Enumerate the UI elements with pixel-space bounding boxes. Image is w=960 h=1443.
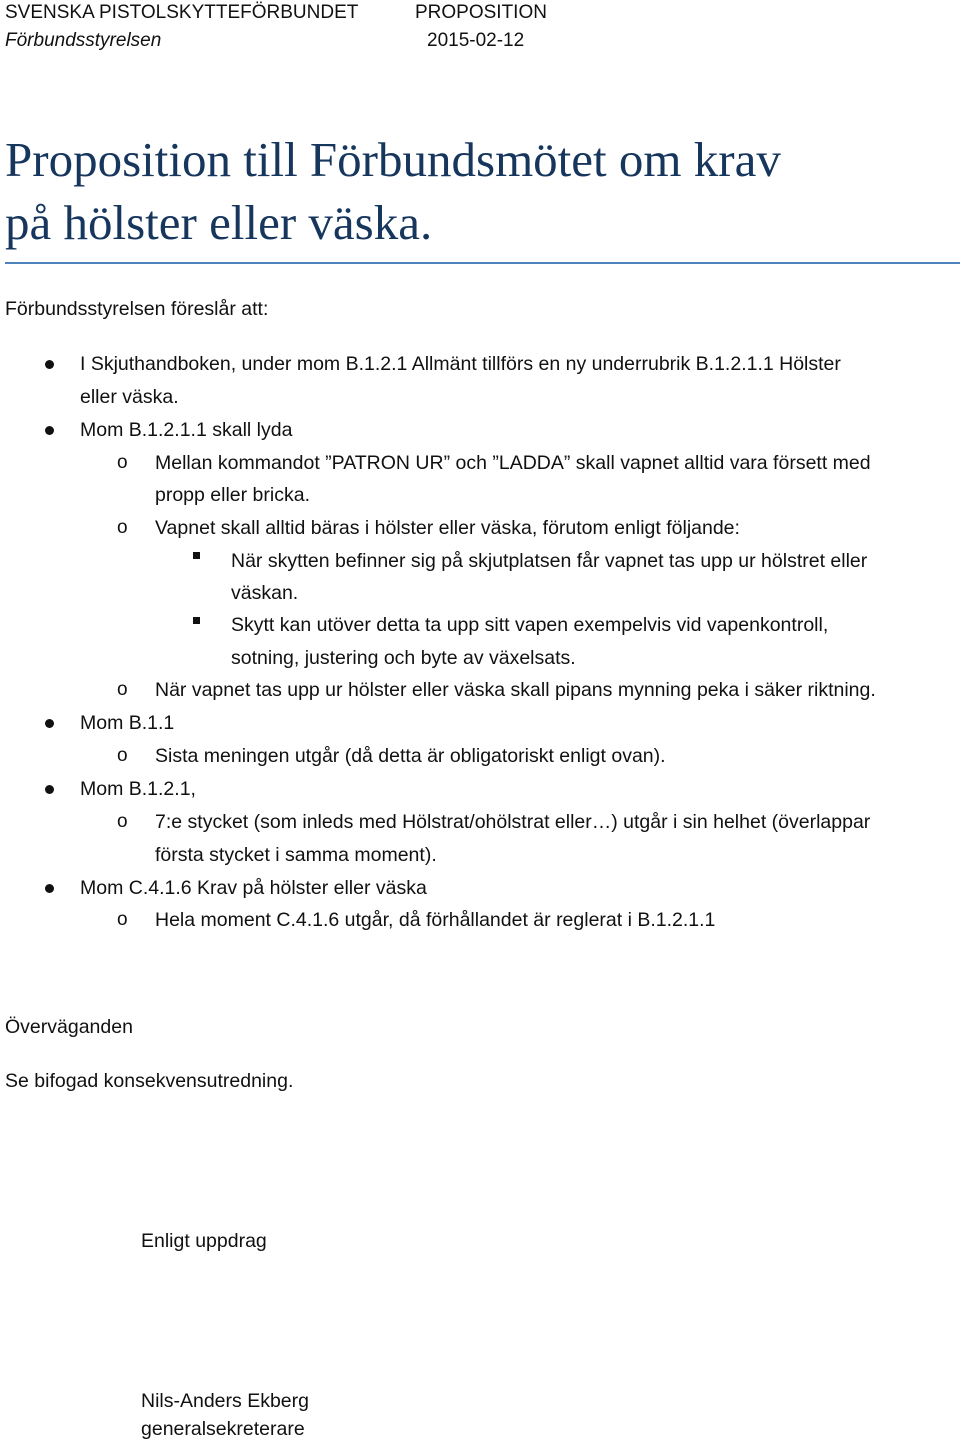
intro-text: Förbundsstyrelsen föreslår att: xyxy=(5,298,269,320)
title-line-2: på hölster eller väska. xyxy=(5,195,433,250)
header-org: SVENSKA PISTOLSKYTTEFÖRBUNDET xyxy=(5,2,359,23)
signature-role: generalsekreterare xyxy=(141,1418,305,1440)
disc-bullet-icon xyxy=(45,785,54,794)
signature-name: Nils-Anders Ekberg xyxy=(141,1390,309,1412)
circle-bullet-icon: o xyxy=(117,909,128,930)
sub-list-item-cont: första stycket i samma moment). xyxy=(155,844,437,866)
header-doc-type: PROPOSITION xyxy=(415,2,547,23)
sub-list-item-cont: propp eller bricka. xyxy=(155,484,310,506)
list-item: I Skjuthandboken, under mom B.1.2.1 Allmänt tillförs en ny underrubrik B.1.2.1.1 Hölster xyxy=(80,353,841,375)
circle-bullet-icon: o xyxy=(117,811,128,832)
list-item-cont: eller väska. xyxy=(80,386,179,408)
sub-list-item: När vapnet tas upp ur hölster eller väska skall pipans mynning peka i säker riktning. xyxy=(155,679,876,701)
sub-list-item: Vapnet skall alltid bäras i hölster eller väska, förutom enligt följande: xyxy=(155,517,740,539)
sub-sub-list-item-cont: sotning, justering och byte av växelsats. xyxy=(231,647,576,669)
title-line-1: Proposition till Förbundsmötet om krav xyxy=(5,132,781,187)
square-bullet-icon xyxy=(193,617,200,624)
list-item: Mom B.1.2.1, xyxy=(80,778,196,800)
sub-list-item: Sista meningen utgår (då detta är obligatoriskt enligt ovan). xyxy=(155,745,666,767)
disc-bullet-icon xyxy=(45,426,54,435)
disc-bullet-icon xyxy=(45,884,54,893)
disc-bullet-icon xyxy=(45,719,54,728)
list-item: Mom C.4.1.6 Krav på hölster eller väska xyxy=(80,877,427,899)
title-divider xyxy=(5,262,960,264)
considerations-heading: Överväganden xyxy=(5,1016,133,1038)
sub-sub-list-item-cont: väskan. xyxy=(231,582,299,604)
sub-sub-list-item: När skytten befinner sig på skjutplatsen får vapnet tas upp ur hölstret eller xyxy=(231,550,868,572)
sub-list-item: Mellan kommandot ”PATRON UR” och ”LADDA” skall vapnet alltid vara försett med xyxy=(155,452,871,474)
list-item: Mom B.1.1 xyxy=(80,712,175,734)
page-title xyxy=(5,128,955,254)
circle-bullet-icon: o xyxy=(117,679,128,700)
sub-list-item: 7:e stycket (som inleds med Hölstrat/ohölstrat eller…) utgår i sin helhet (överlappar xyxy=(155,811,871,833)
sub-list-item: Hela moment C.4.1.6 utgår, då förhållandet är reglerat i B.1.2.1.1 xyxy=(155,909,716,931)
circle-bullet-icon: o xyxy=(117,517,128,538)
square-bullet-icon xyxy=(193,552,200,559)
header-dept: Förbundsstyrelsen xyxy=(5,30,162,51)
sub-sub-list-item: Skytt kan utöver detta ta upp sitt vapen exempelvis vid vapenkontroll, xyxy=(231,614,829,636)
header-date: 2015-02-12 xyxy=(427,30,525,51)
circle-bullet-icon: o xyxy=(117,745,128,766)
signature-on-behalf: Enligt uppdrag xyxy=(141,1230,267,1252)
circle-bullet-icon: o xyxy=(117,452,128,473)
list-item: Mom B.1.2.1.1 skall lyda xyxy=(80,419,293,441)
considerations-text: Se bifogad konsekvensutredning. xyxy=(5,1070,294,1092)
disc-bullet-icon xyxy=(45,360,54,369)
